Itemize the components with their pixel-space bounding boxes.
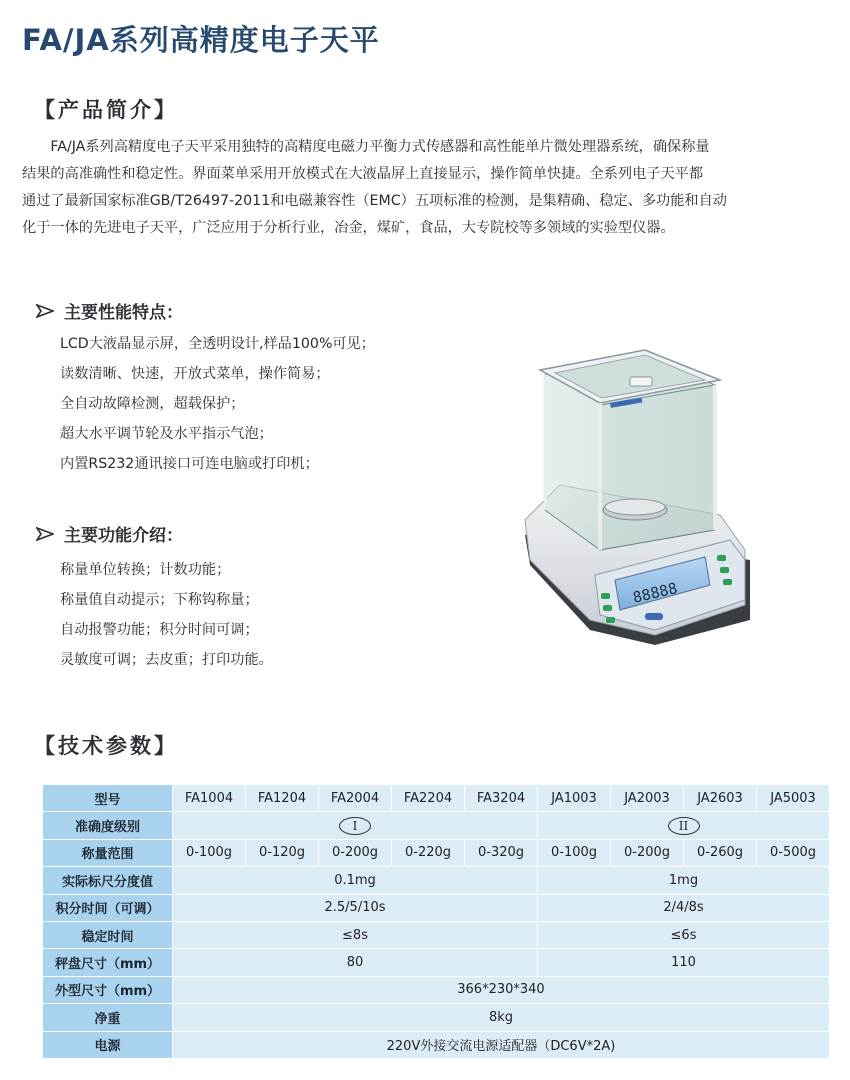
- row-label: 积分时间（可调）: [43, 894, 173, 921]
- table-row: [43, 921, 830, 948]
- intro-line: 通过了最新国家标准GB/T26497-2011和电磁兼容性（EMC）五项标准的检测，是集精确、稳定、多功能和自动: [22, 193, 727, 209]
- list-item: 称量单位转换；计数功能；: [60, 562, 231, 578]
- accuracy-class-badge: I: [339, 817, 371, 835]
- table-row: [43, 949, 830, 976]
- intro-heading: 【产品简介】: [34, 98, 178, 122]
- functions-heading-text: 主要功能介绍：: [64, 526, 183, 546]
- intro-line: 结果的高准确性和稳定性。界面菜单采用开放模式在大液晶屏上直接显示，操作简单快捷。全系列电子天平都: [22, 166, 704, 182]
- range-cell: 0-100g: [538, 839, 611, 866]
- model-cell: JA2003: [611, 785, 684, 812]
- model-cell: JA5003: [757, 785, 830, 812]
- fa-cell: 0.1mg: [173, 867, 538, 894]
- row-label: 稳定时间: [43, 921, 173, 948]
- ja-cell: [538, 812, 830, 839]
- table-row: [43, 976, 830, 1003]
- range-cell: 0-100g: [173, 839, 246, 866]
- range-cell: 0-200g: [611, 839, 684, 866]
- table-row: [43, 1031, 830, 1058]
- list-item: 超大水平调节轮及水平指示气泡；: [60, 426, 273, 442]
- row-label: 型号: [43, 785, 173, 812]
- shared-cell: 8kg: [173, 1004, 830, 1031]
- table-row: [43, 867, 830, 894]
- list-item: 灵敏度可调；去皮重；打印功能。: [60, 652, 273, 668]
- ja-cell: 110: [538, 949, 830, 976]
- ja-cell: ≤6s: [538, 921, 830, 948]
- accuracy-class-badge: II: [668, 817, 700, 835]
- model-cell: FA3204: [465, 785, 538, 812]
- row-label: 实际标尺分度值: [43, 867, 173, 894]
- row-label: 秤盘尺寸（mm）: [43, 949, 173, 976]
- arrow-right-icon: [36, 304, 54, 318]
- fa-cell: [173, 812, 538, 839]
- model-cell: FA1204: [246, 785, 319, 812]
- table-row: [43, 1004, 830, 1031]
- functions-heading: [36, 521, 183, 546]
- specs-heading: 【技术参数】: [34, 734, 178, 758]
- list-item: 读数清晰、快速，开放式菜单，操作简易；: [60, 366, 330, 382]
- functions-list: [60, 555, 273, 675]
- model-cell: JA1003: [538, 785, 611, 812]
- table-row: [43, 785, 830, 812]
- row-label: 净重: [43, 1004, 173, 1031]
- fa-cell: 2.5/5/10s: [173, 894, 538, 921]
- range-cell: 0-500g: [757, 839, 830, 866]
- performance-heading: [36, 298, 183, 323]
- page-title: FA/JA系列高精度电子天平: [22, 23, 380, 57]
- list-item: 自动报警功能；积分时间可调；: [60, 622, 259, 638]
- list-item: 全自动故障检测，超载保护；: [60, 396, 245, 412]
- row-label: 电源: [43, 1031, 173, 1058]
- analytical-balance-icon: [505, 345, 755, 655]
- range-cell: 0-120g: [246, 839, 319, 866]
- range-cell: 0-320g: [465, 839, 538, 866]
- spec-table: [42, 784, 830, 1059]
- shared-cell: 366*230*340: [173, 976, 830, 1003]
- performance-heading-text: 主要性能特点：: [64, 303, 183, 323]
- table-row: [43, 839, 830, 866]
- table-row: [43, 894, 830, 921]
- intro-line: FA/JA系列高精度电子天平采用独特的高精度电磁力平衡力式传感器和高性能单片微处理器系统，确保称量: [22, 139, 710, 155]
- fa-cell: 80: [173, 949, 538, 976]
- model-cell: JA2603: [684, 785, 757, 812]
- intro-line: 化于一体的先进电子天平，广泛应用于分析行业，冶金，煤矿，食品，大专院校等多领域的实验型仪器。: [22, 220, 675, 236]
- lcd-display: 88888: [631, 579, 680, 607]
- arrow-right-icon: [36, 527, 54, 541]
- row-label: 准确度级别: [43, 812, 173, 839]
- range-cell: 0-260g: [684, 839, 757, 866]
- model-cell: FA2204: [392, 785, 465, 812]
- range-cell: 0-220g: [392, 839, 465, 866]
- ja-cell: 2/4/8s: [538, 894, 830, 921]
- list-item: LCD大液晶显示屏，全透明设计,样品100%可见；: [60, 336, 375, 352]
- model-cell: FA1004: [173, 785, 246, 812]
- performance-list: [60, 329, 375, 479]
- row-label: 称量范围: [43, 839, 173, 866]
- table-row: [43, 812, 830, 839]
- list-item: 内置RS232通讯接口可连电脑或打印机；: [60, 456, 319, 472]
- intro-paragraph: [22, 134, 812, 242]
- fa-cell: ≤8s: [173, 921, 538, 948]
- range-cell: 0-200g: [319, 839, 392, 866]
- row-label: 外型尺寸（mm）: [43, 976, 173, 1003]
- model-cell: FA2004: [319, 785, 392, 812]
- ja-cell: 1mg: [538, 867, 830, 894]
- shared-cell: 220V外接交流电源适配器（DC6V*2A): [173, 1031, 830, 1058]
- list-item: 称量值自动提示；下称钩称量；: [60, 592, 259, 608]
